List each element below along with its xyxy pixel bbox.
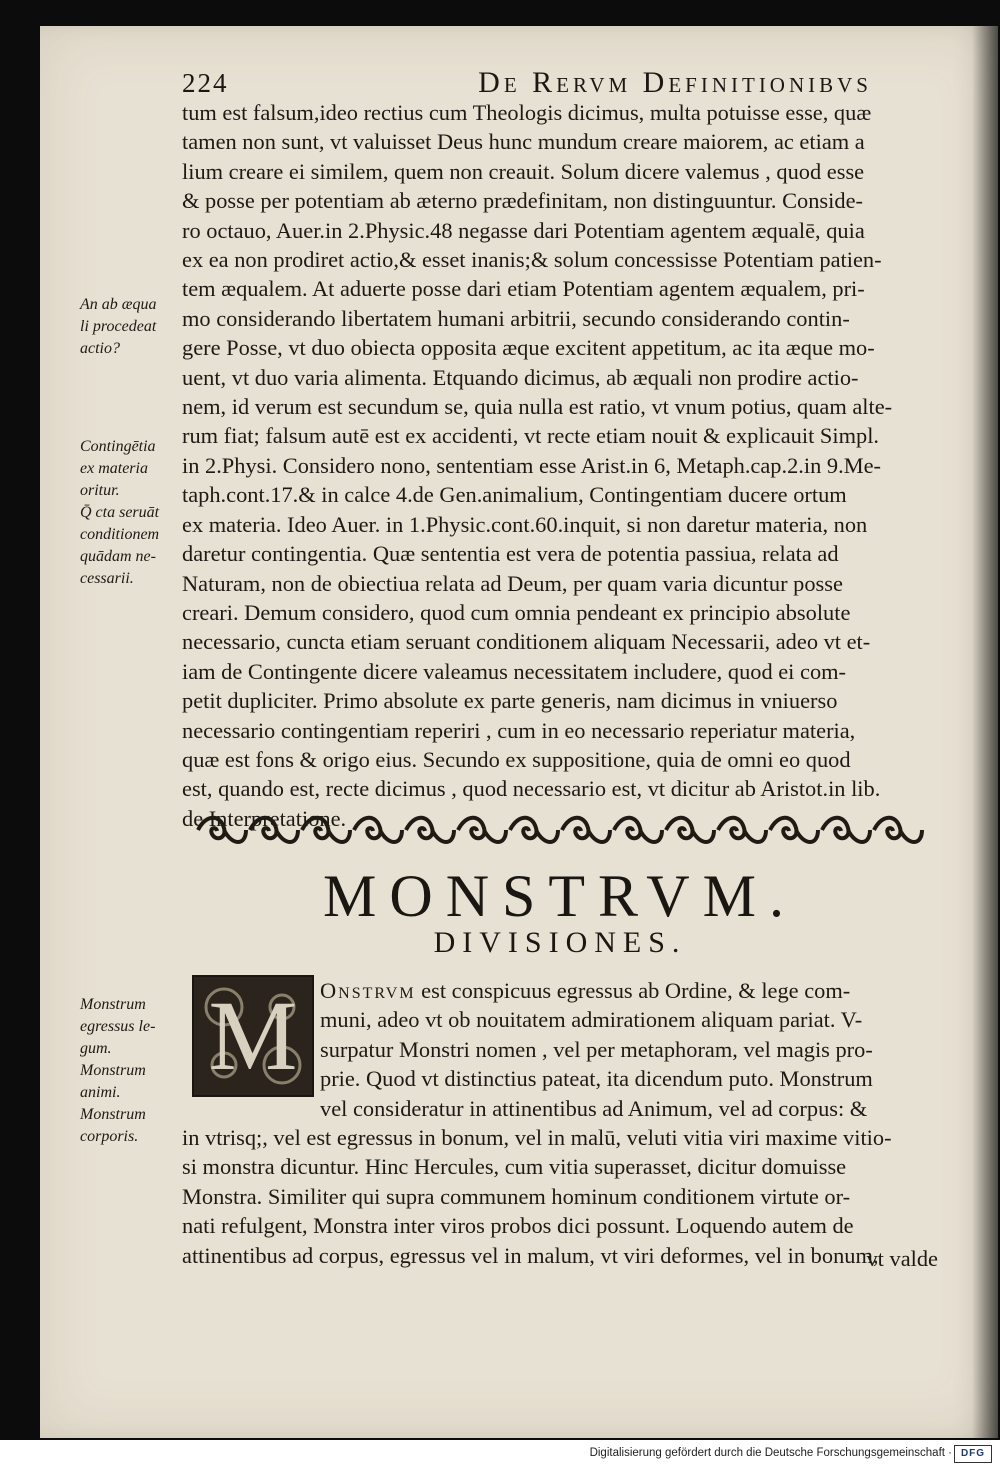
text-line: nem, id verum est secundum se, quia nulla est ratio, vt vnum potius, quam alte- xyxy=(182,394,893,420)
text-line: rum fiat; falsum autē est ex accidenti, vt recte etiam nouit & explicauit Simpl. xyxy=(182,423,880,449)
ornament-scroll xyxy=(666,818,714,842)
text-line: mo considerando libertatem humani arbitrii, secundo considerando contin- xyxy=(182,305,850,331)
text-line: tem æqualem. At aduerte posse dari etiam Potentiam agentem æqualem, pri- xyxy=(182,276,865,302)
ornament-scroll xyxy=(770,818,818,842)
dfg-logo: DFG xyxy=(954,1445,992,1463)
margin-note-line: Q̄ cta seruāt xyxy=(80,504,160,521)
first-line-rest: est conspicuus egressus ab Ordine, & lege com- xyxy=(415,978,851,1003)
margin-note-line: gum. xyxy=(80,1040,112,1057)
text-line: si monstra dicuntur. Hinc Hercules, cum vitia superasset, dicitur domuisse xyxy=(182,1154,847,1180)
margin-note-line: Contingētia xyxy=(80,438,156,455)
margin-note-2 xyxy=(80,436,190,590)
ornament-scroll xyxy=(510,818,558,842)
margin-note-line: corporis. xyxy=(80,1128,139,1145)
initial-letter: M xyxy=(208,980,298,1091)
ornament-scroll xyxy=(458,818,506,842)
text-line: petit dupliciter. Primo absolute ex parte generis, nam dicimus in vniuerso xyxy=(182,688,838,714)
text-block-1 xyxy=(182,98,940,833)
text-line: est, quando est, recte dicimus , quod necessario est, vt dicitur ab Aristot.in lib. xyxy=(182,776,881,802)
text-line: tum est falsum,ideo rectius cum Theologis dicimus, multa potuisse esse, quæ xyxy=(182,100,872,125)
text-line: in 2.Physi. Considero nono, sententiam esse Arist.in 6, Metaph.cap.2.in 9.Me- xyxy=(182,452,882,478)
margin-note-line: quādam ne- xyxy=(80,548,156,565)
text-line: uent, vt duo varia alimenta. Etquando dicimus, ab æquali non prodire actio- xyxy=(182,364,859,390)
ornament-scroll xyxy=(562,818,610,842)
text-line: iam de Contingente dicere valeamus necessitatem includere, quod ei com- xyxy=(182,658,847,684)
text-line: attinentibus ad corpus, egressus vel in malum, vt viri deformes, vel in bonum, xyxy=(182,1242,879,1268)
text-line: de Interpretatione. xyxy=(182,805,347,831)
ornament-scroll xyxy=(822,818,870,842)
text-line: Naturam, non de obiectiua relata ad Deum, per quam varia dicuntur posse xyxy=(182,570,843,596)
text-line: ro octauo, Auer.in 2.Physic.48 negasse dari Potentiam agentem æqualē, quia xyxy=(182,217,865,243)
text-line: quæ est fons & origo eius. Secundo ex suppositione, quia de omni eo quod xyxy=(182,746,851,772)
text-line: prie. Quod vt distinctius pateat, ita dicendum puto. Monstrum xyxy=(320,1066,873,1092)
page-number: 224 xyxy=(182,68,229,98)
text-line: daretur contingentia. Quæ sententia est vera de potentia passiua, relata ad xyxy=(182,541,839,567)
margin-note-line: oritur. xyxy=(80,482,120,499)
text-line: vel consideratur in attinentibus ad Animum, vel ad corpus: & xyxy=(320,1095,868,1121)
margin-note-line: animi. xyxy=(80,1084,121,1101)
text-line: ex materia. Ideo Auer. in 1.Physic.cont.60.inquit, si non daretur materia, non xyxy=(182,511,868,537)
text-line: gere Posse, vt duo obiecta opposita æque excitent appetitum, ac ita æque mo- xyxy=(182,335,875,361)
margin-note-line: conditionem xyxy=(80,526,160,543)
text-line: Monstra. Similiter qui supra communem hominum conditionem virtute or- xyxy=(182,1183,851,1209)
text-line: creari. Demum considero, quod cum omnia pendeant ex principio absolute xyxy=(182,599,851,625)
ornamental-band xyxy=(190,800,930,860)
text-block-2 xyxy=(182,1123,940,1270)
footer-bar xyxy=(0,1440,1000,1468)
text-line: necessario, cuncta etiam seruant conditionem aliquam Necessarii, adeo vt et- xyxy=(182,629,871,655)
catchword: vt valde xyxy=(866,1246,938,1271)
margin-note-line: Monstrum xyxy=(80,996,146,1013)
decorated-initial xyxy=(192,975,314,1097)
margin-note-line: actio? xyxy=(80,340,120,357)
ornament-scroll xyxy=(406,818,454,842)
text-line: in vtrisq;, vel est egressus in bonum, vel in malū, veluti vitia viri maxime vitio- xyxy=(182,1125,892,1150)
text-line: nati refulgent, Monstra inter viros probos dici possunt. Loquendo autem de xyxy=(182,1213,854,1239)
text-line: lium creare ei similem, quem non creauit. Solum dicere valemus , quod esse xyxy=(182,158,865,184)
page-spine-shadow xyxy=(972,26,998,1438)
footer-credit: Digitalisierung gefördert durch die Deutsche Forschungsgemeinschaft · xyxy=(589,1447,952,1459)
margin-note-line: ex materia xyxy=(80,460,148,477)
margin-note-line: An ab æqua xyxy=(80,296,157,313)
ornament-scroll xyxy=(354,818,402,842)
ornament-scroll xyxy=(302,818,350,842)
ornament-scroll xyxy=(198,818,246,842)
running-title: De Rervm Definitionibvs xyxy=(478,66,872,99)
margin-note-line: Monstrum xyxy=(80,1106,146,1123)
margin-note-3 xyxy=(80,994,190,1148)
ornament-scroll xyxy=(250,818,298,842)
text-line: taph.cont.17.& in calce 4.de Gen.animalium, Contingentiam ducere ortum xyxy=(182,482,847,508)
margin-note-line: cessarii. xyxy=(80,570,134,587)
text-line xyxy=(320,976,940,1005)
section-subtitle: DIVISIONES. xyxy=(433,926,687,959)
text-line: tamen non sunt, vt valuisset Deus hunc mundum creare maiorem, ac etiam a xyxy=(182,129,865,155)
ornament-scroll xyxy=(718,818,766,842)
text-line: necessario contingentiam reperiri , cum in eo necessario reperiatur materia, xyxy=(182,717,856,743)
section-title: MONSTRVM. xyxy=(323,863,797,929)
margin-note-line: li procedeat xyxy=(80,318,157,335)
ornament-scroll xyxy=(874,818,922,842)
text-line: muni, adeo vt ob nouitatem admirationem aliquam pariat. V- xyxy=(320,1007,863,1033)
text-line: & posse per potentiam ab æterno prædefinitam, non distinguuntur. Conside- xyxy=(182,188,863,214)
first-words: Onstrvm xyxy=(320,978,416,1003)
ornament-scroll xyxy=(614,818,662,842)
text-line: ex ea non prodiret actio,& esset inanis;& solum concessisse Potentiam patien- xyxy=(182,247,882,273)
margin-note-line: Monstrum xyxy=(80,1062,146,1079)
text-line: surpatur Monstri nomen , vel per metaphoram, vel magis pro- xyxy=(320,1036,873,1062)
text-block-2-intro xyxy=(320,976,940,1123)
margin-note-line: egressus le- xyxy=(80,1018,156,1035)
margin-note-1 xyxy=(80,294,190,360)
